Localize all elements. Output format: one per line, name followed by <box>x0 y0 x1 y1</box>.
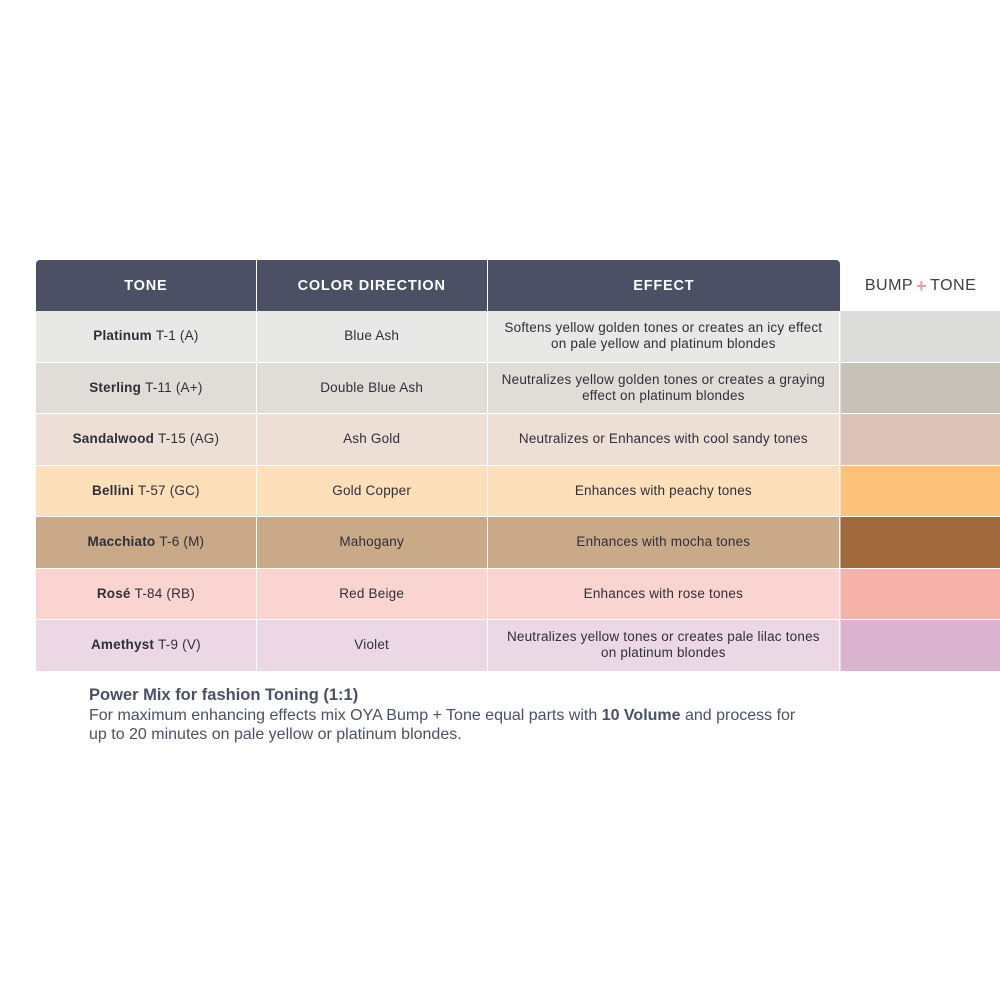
notes-text-after: and process for up to 20 minutes on pale yellow or platinum blondes. <box>89 706 796 743</box>
table-row <box>36 466 1000 518</box>
brand-right: TONE <box>930 276 977 294</box>
color-direction-cell: Blue Ash <box>257 311 488 362</box>
notes-text-before: For maximum enhancing effects mix OYA Bump + Tone equal parts with <box>89 706 602 724</box>
tone-cell <box>36 620 257 671</box>
header-tone: TONE <box>36 260 257 311</box>
color-direction-cell: Double Blue Ash <box>257 363 488 414</box>
color-swatch <box>841 311 1000 362</box>
tone-cell <box>36 517 257 568</box>
tone-code: T-57 (GC) <box>137 482 200 498</box>
color-swatch <box>841 466 1000 517</box>
table-body <box>36 311 1000 672</box>
tone-cell <box>36 569 257 620</box>
notes-title: Power Mix for fashion Toning (1:1) <box>89 686 359 704</box>
effect-cell: Softens yellow golden tones or creates an icy effect on pale yellow and platinum blondes <box>488 311 841 362</box>
effect-cell: Enhances with mocha tones <box>488 517 841 568</box>
color-direction-cell: Mahogany <box>257 517 488 568</box>
tone-table <box>36 260 1000 672</box>
tone-code: T-9 (V) <box>158 637 201 653</box>
table-row <box>36 363 1000 415</box>
tone-name: Bellini <box>92 482 134 498</box>
table-row <box>36 517 1000 569</box>
effect-cell: Neutralizes or Enhances with cool sandy tones <box>488 414 841 465</box>
color-swatch <box>841 363 1000 414</box>
tone-code: T-15 (AG) <box>158 431 220 447</box>
color-direction-cell: Gold Copper <box>257 466 488 517</box>
tone-code: T-1 (A) <box>155 328 199 344</box>
tone-name: Rosé <box>96 585 131 601</box>
tone-cell <box>36 414 257 465</box>
color-swatch <box>841 569 1000 620</box>
tone-code: T-84 (RB) <box>134 585 195 601</box>
tone-name: Macchiato <box>87 534 156 550</box>
power-mix-notes <box>89 686 809 745</box>
effect-cell: Enhances with rose tones <box>488 569 841 620</box>
notes-text <box>89 706 809 745</box>
tone-name: Platinum <box>93 328 152 344</box>
table-row <box>36 620 1000 672</box>
table-row <box>36 414 1000 466</box>
table-header <box>36 260 1000 311</box>
tone-name: Sterling <box>89 379 142 395</box>
tone-name: Amethyst <box>90 637 155 653</box>
table-row <box>36 569 1000 621</box>
tone-code: T-6 (M) <box>159 534 205 550</box>
color-direction-cell: Violet <box>257 620 488 671</box>
effect-cell: Neutralizes yellow golden tones or creates a graying effect on platinum blondes <box>488 363 841 414</box>
color-swatch <box>841 414 1000 465</box>
table-row <box>36 311 1000 363</box>
color-direction-cell: Red Beige <box>257 569 488 620</box>
notes-text-bold: 10 Volume <box>601 706 681 724</box>
brand-wordmark <box>864 275 977 296</box>
brand-left: BUMP <box>864 276 914 294</box>
color-swatch <box>841 517 1000 568</box>
header-effect: EFFECT <box>488 260 841 311</box>
color-direction-cell: Ash Gold <box>257 414 488 465</box>
effect-cell: Neutralizes yellow tones or creates pale lilac tones on platinum blondes <box>488 620 841 671</box>
tone-cell <box>36 466 257 517</box>
tone-name: Sandalwood <box>72 431 155 447</box>
plus-icon: + <box>916 275 928 296</box>
color-swatch <box>841 620 1000 671</box>
tone-cell <box>36 363 257 414</box>
tone-cell <box>36 311 257 362</box>
header-color-direction: COLOR DIRECTION <box>257 260 488 311</box>
tone-code: T-11 (A+) <box>145 379 203 395</box>
effect-cell: Enhances with peachy tones <box>488 466 841 517</box>
brand-logo <box>841 260 1000 311</box>
